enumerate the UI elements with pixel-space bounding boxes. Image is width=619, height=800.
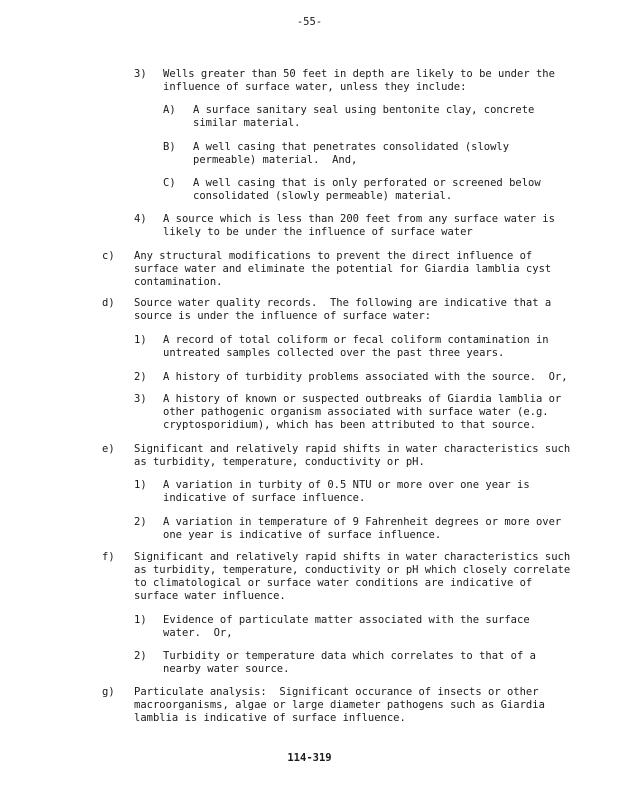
item-marker: 1) xyxy=(134,614,147,626)
item-line: surface water and eliminate the potential for Giardia lamblia cyst xyxy=(134,263,552,275)
item-marker: c) xyxy=(102,250,115,262)
item-line: macroorganisms, algae or large diameter pathogens such as Giardia xyxy=(134,699,545,711)
item-marker: 2) xyxy=(134,650,147,662)
item-line: Significant and relatively rapid shifts in water characteristics such xyxy=(134,443,571,455)
item-line: likely to be under the influence of surface water xyxy=(163,226,473,238)
page-number: -55- xyxy=(296,16,323,28)
item-line: Turbidity or temperature data which correlates to that of a xyxy=(163,650,536,662)
item-marker: d) xyxy=(102,297,115,309)
item-marker: 2) xyxy=(134,371,147,383)
item-line: A history of turbidity problems associated with the source. Or, xyxy=(163,371,568,383)
item-line: Particulate analysis: Significant occurance of insects or other xyxy=(134,686,539,698)
item-line: cryptosporidium), which has been attributed to that source. xyxy=(163,419,536,431)
item-line: nearby water source. xyxy=(163,663,290,675)
item-line: Evidence of particulate matter associated with the surface xyxy=(163,614,530,626)
item-line: as turbidity, temperature, conductivity or pH which closely correlate xyxy=(134,564,571,576)
item-line: A surface sanitary seal using bentonite clay, concrete xyxy=(193,104,535,116)
item-marker: g) xyxy=(102,686,115,698)
item-line: indicative of surface influence. xyxy=(163,492,366,504)
item-line: A source which is less than 200 feet from any surface water is xyxy=(163,213,555,225)
item-marker: 3) xyxy=(134,68,147,80)
item-line: to climatological or surface water conditions are indicative of xyxy=(134,577,533,589)
item-line: influence of surface water, unless they include: xyxy=(163,81,467,93)
item-marker: e) xyxy=(102,443,115,455)
item-line: permeable) material. And, xyxy=(193,154,358,166)
item-marker: 3) xyxy=(134,393,147,405)
item-line: lamblia is indicative of surface influence. xyxy=(134,712,406,724)
item-line: Wells greater than 50 feet in depth are likely to be under the xyxy=(163,68,555,80)
item-line: A record of total coliform or fecal coliform contamination in xyxy=(163,334,549,346)
item-line: similar material. xyxy=(193,117,301,129)
item-line: Source water quality records. The following are indicative that a xyxy=(134,297,552,309)
item-line: A well casing that penetrates consolidated (slowly xyxy=(193,141,510,153)
item-line: untreated samples collected over the past three years. xyxy=(163,347,505,359)
item-line: surface water influence. xyxy=(134,590,286,602)
footer-code: 114-319 xyxy=(287,752,332,764)
item-line: A well casing that is only perforated or screened below xyxy=(193,177,541,189)
item-line: as turbidity, temperature, conductivity or pH. xyxy=(134,456,425,468)
item-line: consolidated (slowly permeable) material. xyxy=(193,190,453,202)
item-marker: 2) xyxy=(134,516,147,528)
item-marker: C) xyxy=(163,177,176,189)
item-marker: B) xyxy=(163,141,176,153)
item-marker: A) xyxy=(163,104,176,116)
item-line: Any structural modifications to prevent the direct influence of xyxy=(134,250,533,262)
item-marker: 1) xyxy=(134,334,147,346)
item-line: contamination. xyxy=(134,276,223,288)
item-line: one year is indicative of surface influence. xyxy=(163,529,442,541)
item-line: Significant and relatively rapid shifts in water characteristics such xyxy=(134,551,571,563)
item-line: A history of known or suspected outbreaks of Giardia lamblia or xyxy=(163,393,562,405)
item-line: A variation in turbity of 0.5 NTU or more over one year is xyxy=(163,479,530,491)
item-line: A variation in temperature of 9 Fahrenheit degrees or more over xyxy=(163,516,562,528)
item-line: source is under the influence of surface water: xyxy=(134,310,432,322)
item-marker: 4) xyxy=(134,213,147,225)
item-marker: f) xyxy=(102,551,115,563)
item-line: other pathogenic organism associated with surface water (e.g. xyxy=(163,406,549,418)
item-line: water. Or, xyxy=(163,627,233,639)
item-marker: 1) xyxy=(134,479,147,491)
